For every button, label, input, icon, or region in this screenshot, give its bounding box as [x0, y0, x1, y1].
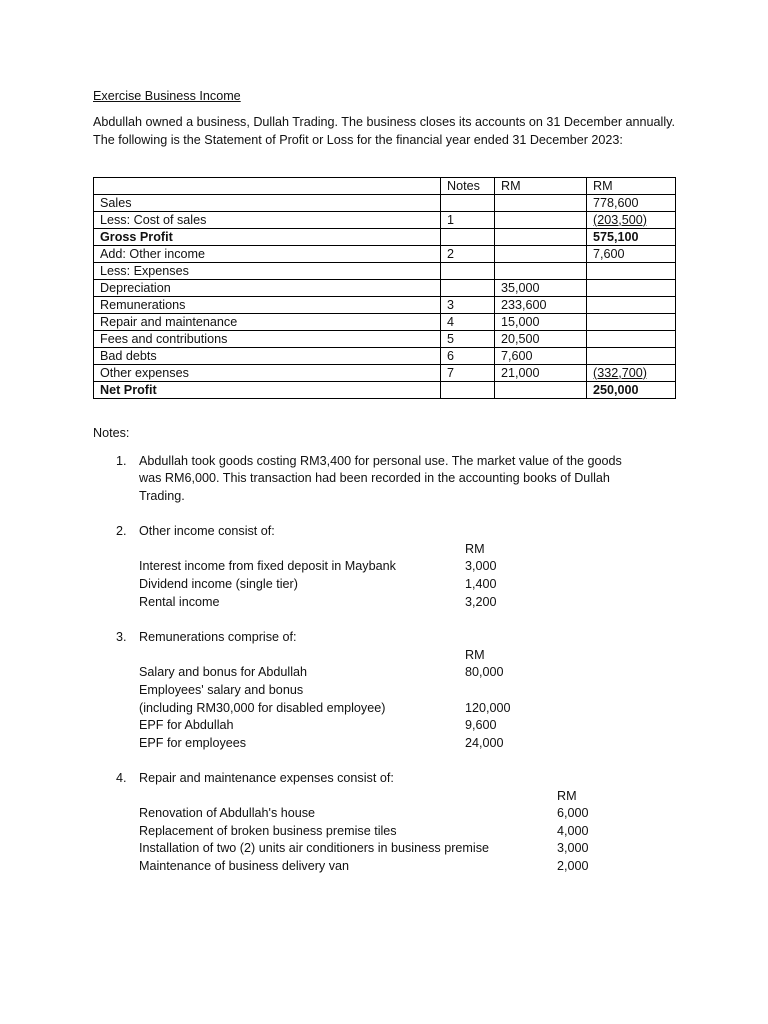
row-note — [441, 280, 495, 297]
note-heading: Repair and maintenance expenses consist of: — [139, 771, 394, 785]
header-rm-2: RM — [587, 178, 676, 195]
row-item: Repair and maintenance — [94, 314, 441, 331]
table-row — [94, 382, 676, 399]
profit-loss-table — [93, 177, 676, 399]
table-row — [94, 246, 676, 263]
note-number: 3. — [116, 630, 127, 644]
row-note: 5 — [441, 331, 495, 348]
row-note: 3 — [441, 297, 495, 314]
list-item-label: Maintenance of business delivery van — [139, 859, 350, 873]
list-item-value: 2,000 — [557, 859, 589, 873]
row-item: Bad debts — [94, 348, 441, 365]
list-item-label: Renovation of Abdullah's house — [139, 806, 316, 820]
list-item-value: 120,000 — [465, 701, 511, 715]
row-note: 2 — [441, 246, 495, 263]
table-row — [94, 229, 676, 246]
row-item: Add: Other income — [94, 246, 441, 263]
list-item-label: Salary and bonus for Abdullah — [139, 665, 308, 679]
list-item-label: Dividend income (single tier) — [139, 577, 298, 591]
unit-label: RM — [557, 789, 577, 803]
list-item-label: (including RM30,000 for disabled employee) — [139, 701, 386, 715]
list-item-value: 1,400 — [465, 577, 497, 591]
row-note — [441, 263, 495, 280]
row-rm-2 — [587, 297, 676, 314]
note-line: Abdullah took goods costing RM3,400 for personal use. The market value of the goods — [139, 454, 622, 468]
row-rm-1 — [495, 212, 587, 229]
row-note: 1 — [441, 212, 495, 229]
list-item-value: 3,000 — [557, 841, 589, 855]
row-rm-1 — [495, 382, 587, 399]
table-row — [94, 297, 676, 314]
list-item-value: 3,000 — [465, 559, 497, 573]
row-item: Gross Profit — [94, 229, 441, 246]
table-row — [94, 195, 676, 212]
row-rm-1: 15,000 — [495, 314, 587, 331]
note-number: 4. — [116, 771, 127, 785]
list-item-label: Rental income — [139, 595, 220, 609]
row-note: 4 — [441, 314, 495, 331]
row-rm-2 — [587, 314, 676, 331]
list-item-value: 9,600 — [465, 718, 497, 732]
note-number: 2. — [116, 524, 127, 538]
table-row — [94, 365, 676, 382]
list-item-label: Employees' salary and bonus — [139, 683, 304, 697]
table-row — [94, 263, 676, 280]
table-row — [94, 331, 676, 348]
list-item-value: 6,000 — [557, 806, 589, 820]
row-rm-1 — [495, 263, 587, 280]
row-item: Depreciation — [94, 280, 441, 297]
row-note: 7 — [441, 365, 495, 382]
row-rm-1: 7,600 — [495, 348, 587, 365]
table-row — [94, 212, 676, 229]
unit-label: RM — [465, 648, 485, 662]
intro-paragraph: Abdullah owned a business, Dullah Trading. The business closes its accounts on 31 December annually. The following is the Statement of Profit or Loss for the financial year ended 31 December 2023: — [93, 115, 675, 147]
row-rm-2: (332,700) — [587, 365, 676, 382]
row-rm-1: 35,000 — [495, 280, 587, 297]
row-note: 6 — [441, 348, 495, 365]
header-item — [94, 178, 441, 195]
header-notes: Notes — [441, 178, 495, 195]
unit-label: RM — [465, 542, 485, 556]
row-rm-1: 20,500 — [495, 331, 587, 348]
row-rm-2 — [587, 348, 676, 365]
row-item: Remunerations — [94, 297, 441, 314]
note-heading: Remunerations comprise of: — [139, 630, 297, 644]
list-item-label: Replacement of broken business premise tiles — [139, 824, 397, 838]
list-item-label: Interest income from fixed deposit in Maybank — [139, 559, 396, 573]
table-row — [94, 348, 676, 365]
table-row — [94, 314, 676, 331]
table-row — [94, 280, 676, 297]
row-rm-1 — [495, 229, 587, 246]
list-item-label: EPF for employees — [139, 736, 247, 750]
row-item: Fees and contributions — [94, 331, 441, 348]
list-item-value: 80,000 — [465, 665, 504, 679]
table-header-row — [94, 178, 676, 195]
note-line: Trading. — [139, 489, 185, 503]
list-item-label: Installation of two (2) units air conditioners in business premise — [139, 841, 489, 855]
row-item: Net Profit — [94, 382, 441, 399]
row-rm-2: 7,600 — [587, 246, 676, 263]
row-item: Other expenses — [94, 365, 441, 382]
list-item-value: 24,000 — [465, 736, 504, 750]
row-rm-1 — [495, 246, 587, 263]
document-title: Exercise Business Income — [93, 89, 241, 103]
row-rm-2: 250,000 — [587, 382, 676, 399]
row-rm-1: 21,000 — [495, 365, 587, 382]
row-item: Less: Cost of sales — [94, 212, 441, 229]
list-item-label: EPF for Abdullah — [139, 718, 234, 732]
list-item-value: 4,000 — [557, 824, 589, 838]
note-number: 1. — [116, 454, 127, 468]
row-rm-2: 778,600 — [587, 195, 676, 212]
row-note — [441, 195, 495, 212]
list-item-value: 3,200 — [465, 595, 497, 609]
row-rm-2 — [587, 263, 676, 280]
row-rm-2: 575,100 — [587, 229, 676, 246]
row-rm-2 — [587, 280, 676, 297]
row-item: Less: Expenses — [94, 263, 441, 280]
row-note — [441, 229, 495, 246]
row-item: Sales — [94, 195, 441, 212]
header-rm-1: RM — [495, 178, 587, 195]
row-note — [441, 382, 495, 399]
notes-heading: Notes: — [93, 426, 130, 440]
note-line: was RM6,000. This transaction had been recorded in the accounting books of Dullah — [139, 471, 610, 485]
row-rm-2: (203,500) — [587, 212, 676, 229]
row-rm-1 — [495, 195, 587, 212]
row-rm-1: 233,600 — [495, 297, 587, 314]
note-heading: Other income consist of: — [139, 524, 275, 538]
row-rm-2 — [587, 331, 676, 348]
